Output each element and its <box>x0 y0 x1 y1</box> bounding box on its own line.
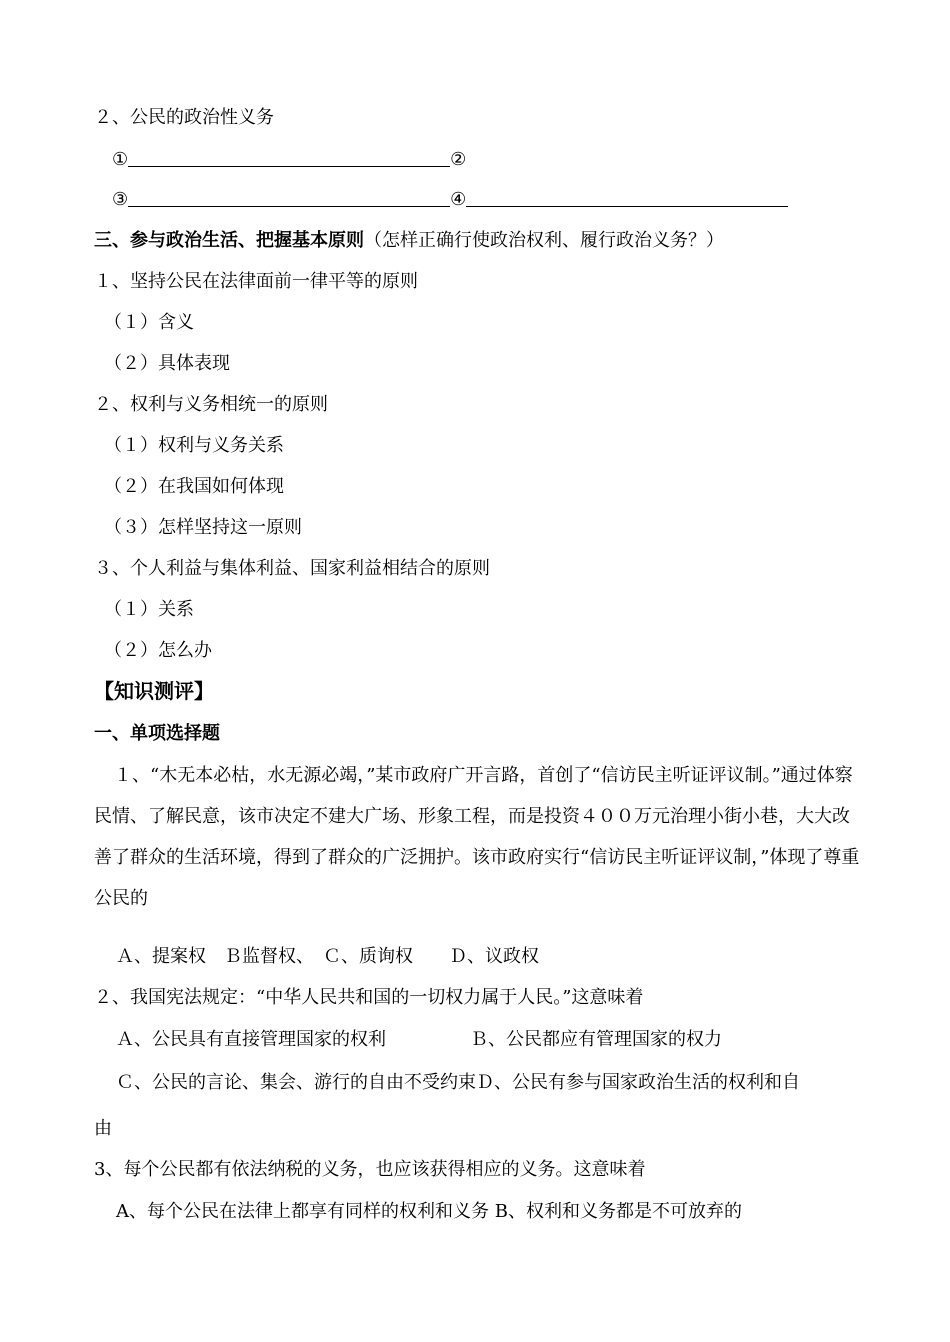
principle-2-adherence: （３）怎样坚持这一原则 <box>104 517 302 538</box>
circled-number-3: ③ <box>112 189 129 210</box>
multiple-choice-heading: 一、单项选择题 <box>94 723 220 744</box>
circled-number-2: ② <box>450 149 467 170</box>
answer-blank-3[interactable] <box>128 188 450 207</box>
question-2-option-a: Ａ、公民具有直接管理国家的权利 <box>116 1029 386 1050</box>
principle-1-expression: （２）具体表现 <box>104 353 230 374</box>
knowledge-test-heading: 【知识测评】 <box>94 679 214 703</box>
principle-1: １、坚持公民在法律面前一律平等的原则 <box>94 271 418 292</box>
answer-blank-4[interactable] <box>466 188 788 207</box>
duty-heading: ２、公民的政治性义务 <box>94 107 274 128</box>
circled-number-1: ① <box>112 149 129 170</box>
principle-2-relation: （１）权利与义务关系 <box>104 435 284 456</box>
principle-3-relation: （１）关系 <box>104 599 194 620</box>
question-2-options-cd: Ｃ、公民的言论、集会、游行的自由不受约束Ｄ、公民有参与国家政治生活的权利和自 <box>116 1072 800 1093</box>
blank-row-2 <box>112 188 788 212</box>
question-2-option-b: Ｂ、公民都应有管理国家的权力 <box>470 1029 722 1050</box>
circled-number-4: ④ <box>450 189 467 210</box>
answer-blank-1[interactable] <box>128 148 450 167</box>
blank-row-1 <box>112 148 466 172</box>
question-3-options-ab: A、每个公民在法律上都享有同样的权利和义务 B、权利和义务都是不可放弃的 <box>116 1201 742 1222</box>
section-3-question: （怎样正确行使政治权利、履行政治义务？） <box>364 230 724 251</box>
principle-3: ３、个人利益与集体利益、国家利益相结合的原则 <box>94 558 490 579</box>
principle-2-embodiment: （２）在我国如何体现 <box>104 476 284 497</box>
section-3-title: 三、参与政治生活、把握基本原则 <box>94 230 364 251</box>
question-2: ２、我国宪法规定：“中华人民共和国的一切权力属于人民。”这意味着 <box>94 987 644 1008</box>
question-1-options: Ａ、提案权 Ｂ监督权、 Ｃ、质询权 Ｄ、议政权 <box>116 946 539 967</box>
question-3: 3、每个公民都有依法纳税的义务，也应该获得相应的义务。这意味着 <box>94 1159 646 1180</box>
principle-2: ２、权利与义务相统一的原则 <box>94 394 328 415</box>
principle-1-meaning: （１）含义 <box>104 312 194 333</box>
question-1: １、“木无本必枯，水无源必竭，”某市政府广开言路，首创了“信访民主听证评议制。”通过体察民情、了解民意，该市决定不建大广场、形象工程，而是投资４００万元治理小街小巷，大大改善了群众的生活环境，得到了群众的广泛拥护。该市政府实行“信访民主听证评议制，”体现了尊重公民的 <box>94 765 860 909</box>
question-2-options-cd-cont: 由 <box>94 1118 112 1139</box>
section-3-heading <box>94 229 724 253</box>
principle-3-action: （２）怎么办 <box>104 640 212 661</box>
